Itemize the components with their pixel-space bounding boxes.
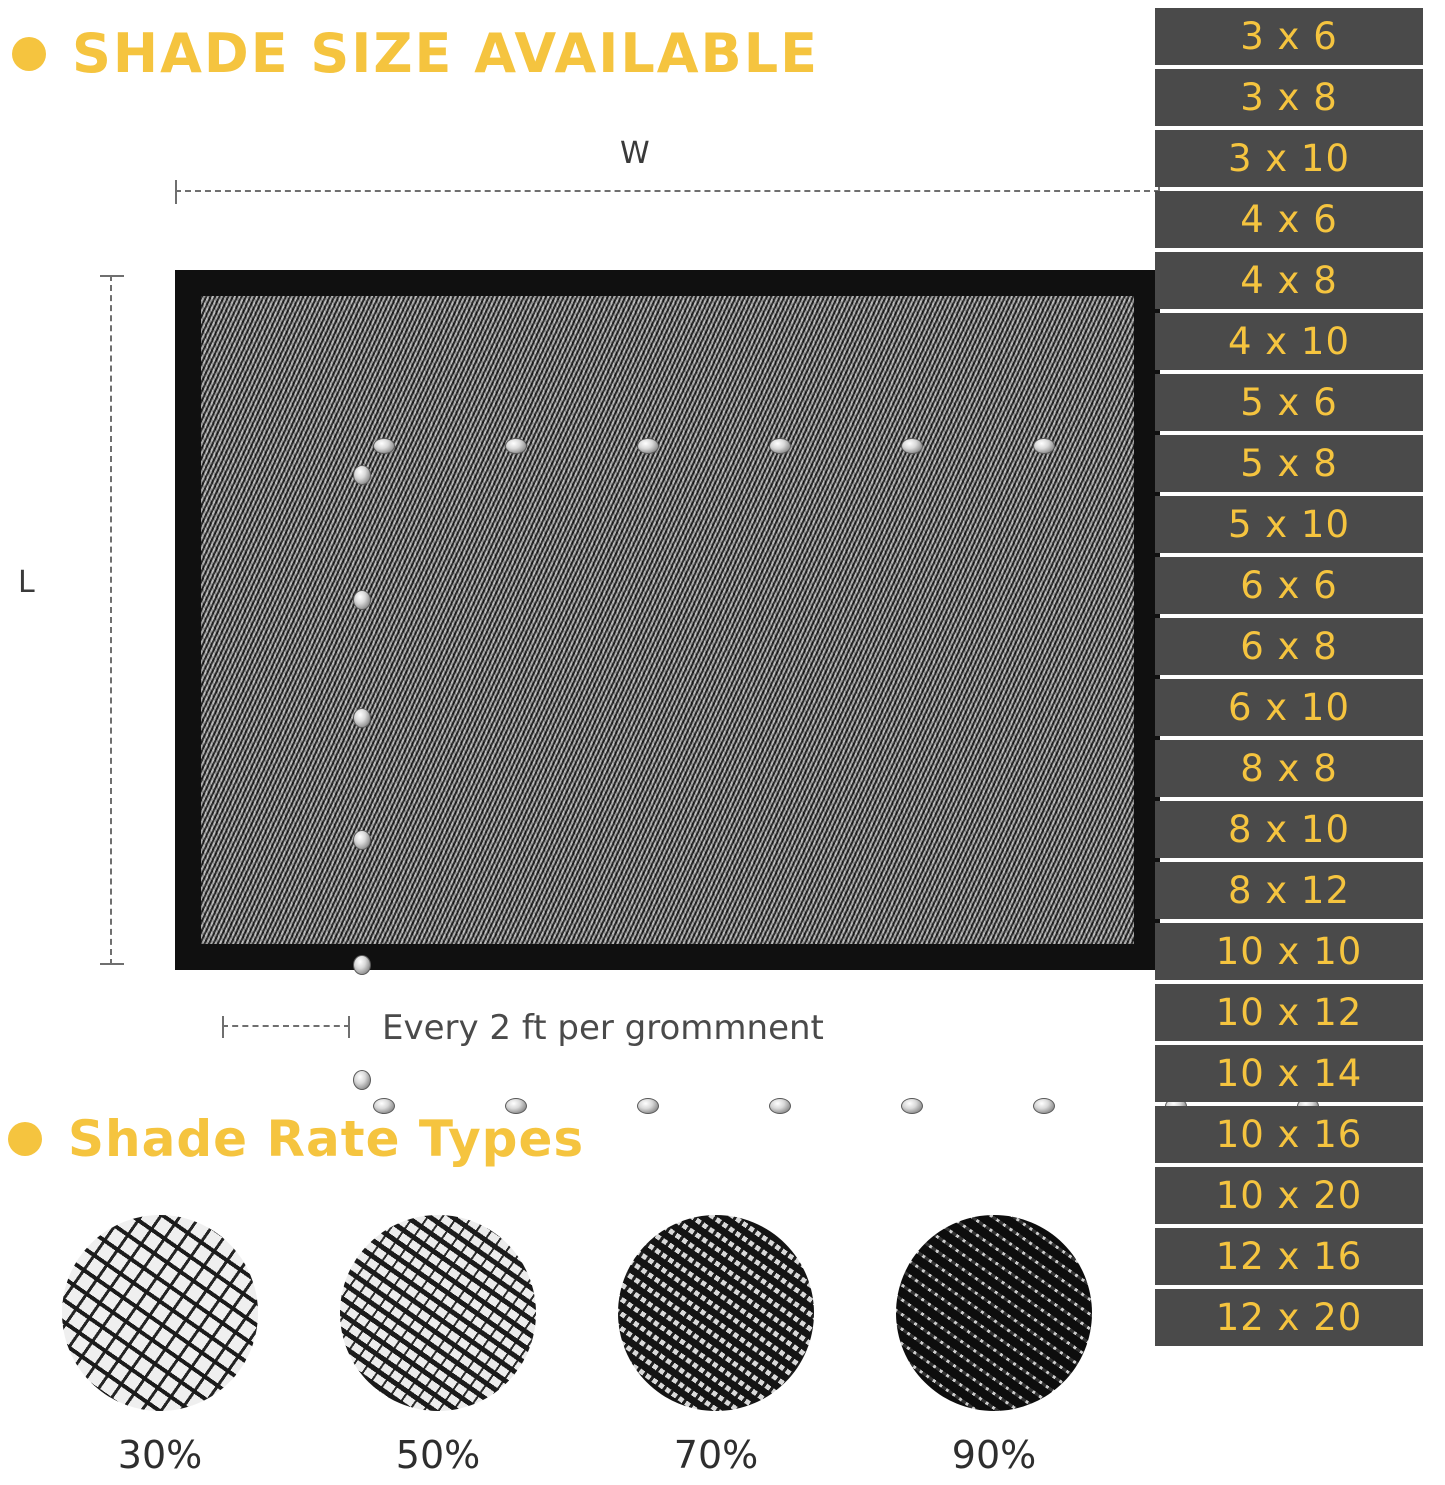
size-list [1155, 8, 1423, 1346]
grommet [353, 708, 371, 728]
mesh-90-swatch [896, 1215, 1092, 1411]
width-label: W [620, 136, 650, 171]
shade-rate-label: 30% [117, 1433, 203, 1477]
size-chip[interactable]: 10 x 16 [1155, 1106, 1423, 1163]
bullet-dot-icon [8, 1122, 42, 1156]
grommet [637, 1098, 659, 1114]
size-chip[interactable]: 12 x 16 [1155, 1228, 1423, 1285]
grommet-spacing-dimension-line [222, 1025, 350, 1029]
grommet-spacing-note: Every 2 ft per grommnent [382, 1008, 824, 1048]
size-chip[interactable]: 6 x 10 [1155, 679, 1423, 736]
size-chip[interactable]: 8 x 10 [1155, 801, 1423, 858]
size-chip[interactable]: 4 x 6 [1155, 191, 1423, 248]
shade-rate-item [338, 1215, 538, 1477]
size-chip[interactable]: 10 x 14 [1155, 1045, 1423, 1102]
size-chip[interactable]: 10 x 20 [1155, 1167, 1423, 1224]
shade-diagram [0, 110, 1250, 1090]
length-label: L [18, 565, 35, 600]
shade-cloth-illustration [175, 270, 1160, 970]
shade-rate-title-label: Shade Rate Types [68, 1110, 585, 1168]
grommet [353, 465, 371, 485]
page-title [12, 22, 819, 85]
grommet [1033, 438, 1055, 454]
grommet [1033, 1098, 1055, 1114]
grommet [901, 1098, 923, 1114]
size-chip[interactable]: 8 x 12 [1155, 862, 1423, 919]
shade-rate-item [894, 1215, 1094, 1477]
size-chip[interactable]: 5 x 8 [1155, 435, 1423, 492]
width-dimension-line [175, 190, 1160, 194]
shade-rate-item [616, 1215, 816, 1477]
grommet [637, 438, 659, 454]
size-chip[interactable]: 3 x 10 [1155, 130, 1423, 187]
shade-rate-label: 90% [951, 1433, 1037, 1477]
shade-rate-title [8, 1110, 584, 1168]
shade-rate-list [60, 1215, 1200, 1477]
mesh-70-swatch [618, 1215, 814, 1411]
shade-rate-label: 70% [673, 1433, 759, 1477]
size-chip[interactable]: 8 x 8 [1155, 740, 1423, 797]
mesh-fabric-texture [201, 296, 1134, 944]
length-dimension-line [110, 275, 114, 965]
size-chip[interactable]: 6 x 8 [1155, 618, 1423, 675]
mesh-50-swatch [340, 1215, 536, 1411]
size-chip[interactable]: 3 x 6 [1155, 8, 1423, 65]
grommet [353, 830, 371, 850]
size-chip[interactable]: 12 x 20 [1155, 1289, 1423, 1346]
size-chip[interactable]: 4 x 8 [1155, 252, 1423, 309]
grommet [769, 438, 791, 454]
bullet-dot-icon [12, 37, 46, 71]
mesh-30-swatch [62, 1215, 258, 1411]
size-chip[interactable]: 6 x 6 [1155, 557, 1423, 614]
size-chip[interactable]: 10 x 10 [1155, 923, 1423, 980]
grommet [373, 438, 395, 454]
size-chip[interactable]: 4 x 10 [1155, 313, 1423, 370]
size-chip[interactable]: 10 x 12 [1155, 984, 1423, 1041]
grommet [353, 590, 371, 610]
grommet [353, 955, 371, 975]
shade-rate-label: 50% [395, 1433, 481, 1477]
size-chip[interactable]: 3 x 8 [1155, 69, 1423, 126]
grommet [901, 438, 923, 454]
grommet [505, 438, 527, 454]
shade-rate-item [60, 1215, 260, 1477]
page-title-label: SHADE SIZE AVAILABLE [72, 22, 820, 85]
grommet [353, 1070, 371, 1090]
size-chip[interactable]: 5 x 10 [1155, 496, 1423, 553]
size-chip[interactable]: 5 x 6 [1155, 374, 1423, 431]
grommet [769, 1098, 791, 1114]
